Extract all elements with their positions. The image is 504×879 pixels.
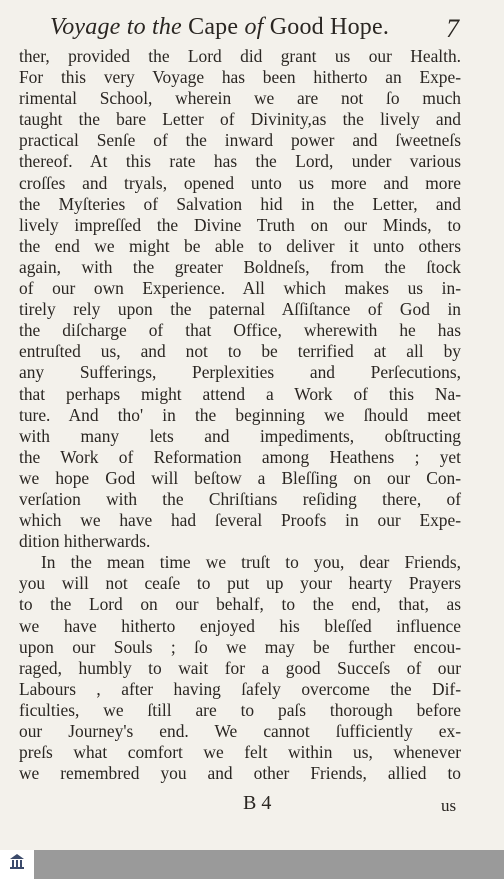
body-text	[19, 46, 461, 784]
text-line: the Work of Reformation among Heathens ; yet	[19, 446, 461, 467]
viewer-footer-bar	[0, 850, 504, 879]
text-line: of our own Experience. All which makes us in-	[19, 278, 461, 299]
page-number: 7	[446, 14, 459, 43]
text-line: preſs what comfort we felt within us, whenever	[19, 742, 461, 763]
text-line: we remembred you and other Friends, allied to	[19, 763, 461, 784]
text-line: the end we might be able to deliver it unto others	[19, 235, 461, 256]
text-line: thereof. At this rate has the Lord, under various	[19, 151, 461, 172]
text-line: croſſes and tryals, opened unto us more and more	[19, 172, 461, 193]
page-header	[0, 12, 504, 46]
library-logo	[0, 850, 34, 879]
text-line: rimental School, wherein we are not ſo much	[19, 88, 461, 109]
catchword: us	[441, 796, 457, 815]
text-line: upon our Souls ; ſo we may be further encou-	[19, 636, 461, 657]
text-line: lively impreſſed the Divine Truth on our Minds, to	[19, 214, 461, 235]
running-head-italic-2: of	[244, 14, 264, 40]
text-line: taught the bare Letter of Divinity,as the lively and	[19, 109, 461, 130]
running-head-roman-2: Good Hope.	[269, 14, 390, 40]
running-head-roman-1: Cape	[188, 14, 239, 40]
text-line: verſation with the Chriſtians reſiding there, of	[19, 488, 461, 509]
text-line: ficulties, we ſtill are to paſs thorough before	[19, 699, 461, 720]
text-line: practical Senſe of the inward power and ſweetneſs	[19, 130, 461, 151]
text-line: you will not ceaſe to put up your hearty Prayers	[19, 573, 461, 594]
text-line: dition hitherwards.	[19, 531, 151, 552]
text-line: again, with the greater Boldneſs, from the ſtock	[19, 256, 461, 277]
text-line: we have hitherto enjoyed his bleſſed influence	[19, 615, 461, 636]
text-line: For this very Voyage has been hitherto an Expe-	[19, 67, 461, 88]
text-line: entruſted us, and not to be terrified at all by	[19, 341, 461, 362]
text-line: to the Lord on our behalf, to the end, that, as	[19, 594, 461, 615]
running-head	[50, 14, 389, 41]
building-icon	[9, 853, 25, 869]
text-line: we hope God will beſtow a Bleſſing on our Con-	[19, 467, 461, 488]
text-line: our Journey's end. We cannot ſufficiently ex-	[19, 721, 461, 741]
text-line: with many lets and impediments, obſtructing	[19, 425, 461, 446]
text-line: raged, humbly to wait for a good Succeſs of our	[19, 657, 461, 678]
running-head-italic-1: Voyage to the	[50, 14, 182, 40]
text-line: ther, provided the Lord did grant us our Health.	[19, 46, 461, 66]
text-line: the Myſteries of Salvation hid in the Letter, and	[19, 193, 461, 214]
text-line: tirely rely upon the paternal Aſſiſtance of God in	[19, 299, 461, 320]
text-line: which we have had ſeveral Proofs in our Expe-	[19, 510, 461, 531]
text-line: Labours , after having ſafely overcome the Dif-	[19, 678, 461, 699]
signature-mark: B 4	[243, 792, 272, 814]
text-line: that perhaps might attend a Work of this Na-	[19, 383, 461, 404]
text-line: any Sufferings, Perplexities and Perſecutions,	[19, 362, 461, 383]
text-line: In the mean time we truſt to you, dear Friends,	[41, 552, 461, 573]
text-line: ture. And tho' in the beginning we ſhould meet	[19, 404, 461, 425]
text-line: the diſcharge of that Office, wherewith he has	[19, 320, 461, 341]
